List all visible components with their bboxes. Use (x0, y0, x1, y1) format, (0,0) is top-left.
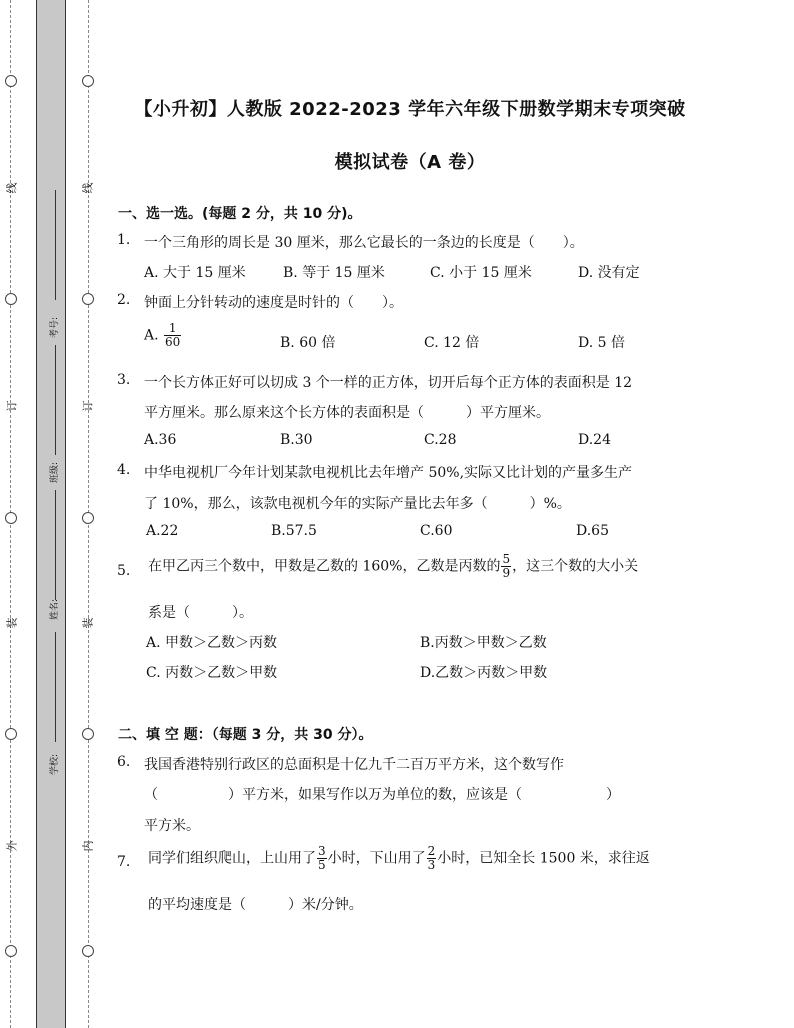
question-text-part: 小时，下山用了 (327, 850, 426, 867)
option-c: C. 丙数＞乙数＞甲数 (146, 665, 278, 681)
option-b: B. 等于 15 厘米 (283, 265, 385, 281)
binding-hole-icon (5, 75, 17, 87)
option-a (144, 322, 182, 349)
option-c: C.28 (424, 432, 457, 448)
outer-margin-char: 装 (5, 617, 19, 629)
option-b: B. 60 倍 (280, 335, 336, 351)
option-a: A. 甲数＞乙数＞丙数 (146, 635, 278, 651)
inner-margin-char: 线 (81, 182, 95, 194)
section-heading-multiple-choice: 一、选一选。(每题 2 分，共 10 分)。 (118, 206, 362, 222)
option-b: B.30 (280, 432, 313, 448)
question-text (148, 845, 650, 872)
binding-band (36, 0, 66, 1028)
question-text-part: 同学们组织爬山，上山用了 (148, 850, 316, 867)
option-a: A.22 (146, 523, 179, 539)
field-underline (55, 345, 56, 455)
fraction-denominator: 60 (165, 335, 181, 349)
question-number: 1. (117, 232, 131, 248)
question-text-part: 小时，已知全长 1500 米，求往返 (437, 850, 650, 867)
question-text-continued: 的平均速度是（ ）米/分钟。 (148, 897, 363, 913)
field-exam-number-label: 考号: (50, 316, 60, 338)
question-text-continued: 系是（ ）。 (148, 605, 253, 621)
binding-hole-icon (82, 293, 94, 305)
question-number: 7. (117, 854, 131, 870)
question-text-part: 在甲乙丙三个数中，甲数是乙数的 160%，乙数是丙数的 (148, 558, 501, 575)
inner-margin-char: 装 (81, 617, 95, 629)
fraction-denominator: 9 (502, 566, 511, 580)
question-text-continued: （ ）平方米，如果写作以万为单位的数，应该是（ ） (144, 787, 620, 803)
fraction-numerator: 5 (502, 552, 511, 566)
fraction-numerator: 2 (427, 844, 436, 858)
fraction (501, 553, 511, 580)
option-c: C.60 (420, 523, 453, 539)
outer-margin-char: 订 (5, 400, 19, 412)
question-text-continued: 平方米。 (144, 818, 200, 834)
option-d: D.24 (578, 432, 611, 448)
inner-margin-char: 订 (81, 400, 95, 412)
fraction-denominator: 3 (427, 858, 436, 872)
question-text-continued: 了 10%，那么，该款电视机今年的实际产量比去年多（ ）%。 (144, 496, 571, 512)
option-a: A. 大于 15 厘米 (144, 265, 246, 281)
binding-hole-icon (5, 512, 17, 524)
question-text: 一个长方体正好可以切成 3 个一样的正方体，切开后每个正方体的表面积是 12 (144, 375, 633, 391)
option-a: A.36 (144, 432, 177, 448)
option-a-prefix: A. (144, 327, 159, 344)
binding-hole-icon (82, 945, 94, 957)
question-number: 4. (117, 462, 131, 478)
field-underline (55, 490, 56, 600)
binding-hole-icon (5, 945, 17, 957)
section-heading-fill-in: 二、填 空 题：（每题 3 分，共 30 分）。 (118, 727, 373, 743)
fraction-numerator: 3 (318, 844, 326, 858)
option-d: D.65 (576, 523, 609, 539)
field-school-label: 学校: (50, 753, 60, 775)
binding-hole-icon (82, 512, 94, 524)
question-number: 2. (117, 292, 131, 308)
option-d: D. 没有定 (578, 265, 640, 281)
question-text: 我国香港特别行政区的总面积是十亿九千二百万平方米，这个数写作 (144, 757, 564, 773)
fraction (164, 322, 181, 349)
field-name-label: 姓名: (50, 598, 60, 620)
option-c: C. 小于 15 厘米 (430, 265, 532, 281)
inner-margin-char: 内 (81, 840, 95, 852)
page-title: 【小升初】人教版 2022-2023 学年六年级下册数学期末专项突破 (134, 99, 686, 120)
question-text-part: ，这三个数的大小关 (512, 558, 639, 575)
field-underline (55, 632, 56, 742)
question-text: 一个三角形的周长是 30 厘米，那么它最长的一条边的长度是（ ）。 (144, 235, 584, 251)
field-class-label: 班级: (50, 461, 60, 483)
option-d: D.乙数＞丙数＞甲数 (420, 665, 548, 681)
option-b: B.丙数＞甲数＞乙数 (420, 635, 547, 651)
option-d: D. 5 倍 (578, 335, 625, 351)
outer-margin-char: 外 (5, 840, 19, 852)
question-text: 中华电视机厂今年计划某款电视机比去年增产 50%,实际又比计划的产量多生产 (144, 465, 633, 481)
question-text: 钟面上分针转动的速度是时针的（ ）。 (144, 295, 403, 311)
page-subtitle: 模拟试卷（A 卷） (334, 152, 486, 173)
question-number: 6. (117, 754, 131, 770)
fraction (427, 845, 437, 872)
binding-hole-icon (5, 728, 17, 740)
fraction-denominator: 5 (318, 858, 326, 872)
option-c: C. 12 倍 (424, 335, 480, 351)
question-number: 3. (117, 372, 131, 388)
question-text-continued: 平方厘米。那么原来这个长方体的表面积是（ ）平方厘米。 (144, 405, 550, 421)
binding-hole-icon (82, 728, 94, 740)
outer-margin-char: 线 (5, 182, 19, 194)
binding-hole-icon (82, 75, 94, 87)
binding-hole-icon (5, 293, 17, 305)
fraction-numerator: 1 (164, 322, 181, 336)
question-number: 5. (117, 563, 131, 579)
question-text (148, 553, 638, 580)
fraction (317, 845, 327, 872)
field-underline (55, 190, 56, 300)
option-b: B.57.5 (271, 523, 317, 539)
